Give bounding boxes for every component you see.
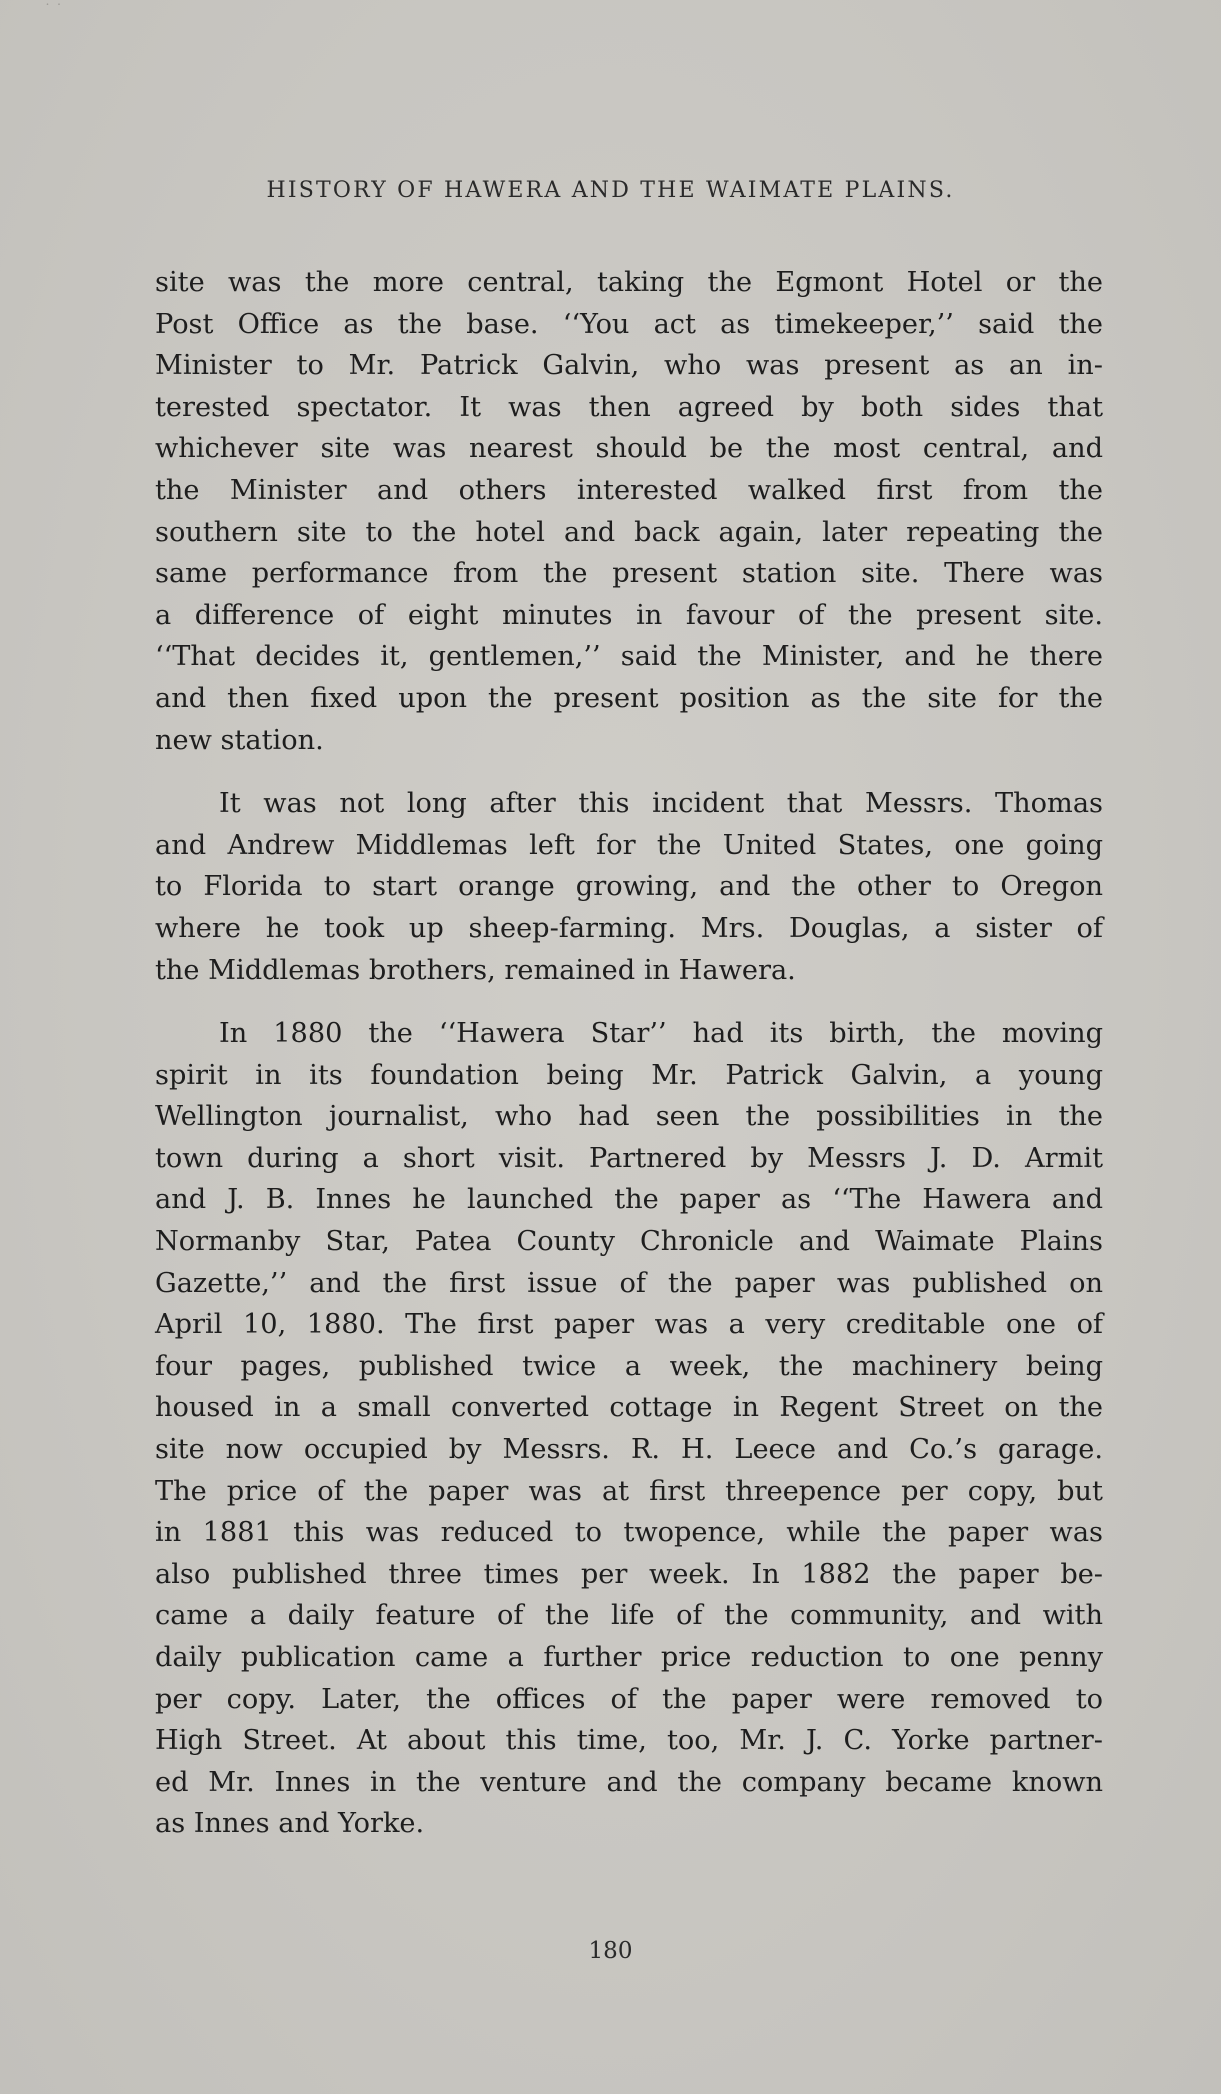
text-line: new station. — [155, 724, 324, 756]
text-line: the Minister and others interested walked first from the — [155, 474, 1103, 506]
text-line: housed in a small converted cottage in Regent Street on the — [155, 1392, 1103, 1424]
text-line: and Andrew Middlemas left for the United States, one going — [155, 829, 1103, 861]
text-line: the Middlemas brothers, remained in Hawera. — [155, 954, 796, 986]
text-line: and J. B. Innes he launched the paper as ‘‘The Hawera and — [155, 1184, 1103, 1216]
text-line: and then fixed upon the present position as the site for the — [155, 682, 1103, 714]
text-line: The price of the paper was at first threepence per copy, but — [155, 1475, 1103, 1507]
text-line: town during a short visit. Partnered by Messrs J. D. Armit — [155, 1142, 1103, 1174]
page-number: 180 — [588, 1938, 633, 1964]
running-head: HISTORY OF HAWERA AND THE WAIMATE PLAINS. — [266, 178, 955, 203]
text-line: southern site to the hotel and back again, later repeating the — [155, 516, 1103, 548]
corner-mark: ˙ ˙ — [44, 2, 63, 18]
text-line: as Innes and Yorke. — [155, 1808, 425, 1840]
text-line: a difference of eight minutes in favour of the present site. — [155, 599, 1103, 631]
text-line: ed Mr. Innes in the venture and the company became known — [155, 1766, 1103, 1798]
text-line: spirit in its foundation being Mr. Patrick Galvin, a young — [155, 1059, 1103, 1091]
body-text — [155, 262, 1103, 1867]
paragraph-2 — [155, 783, 1103, 991]
text-line: came a daily feature of the life of the community, and with — [155, 1600, 1103, 1632]
text-line: site was the more central, taking the Egmont Hotel or the — [155, 267, 1103, 298]
text-line: Wellington journalist, who had seen the possibilities in the — [155, 1101, 1103, 1133]
text-line: Gazette,’’ and the first issue of the paper was published on — [155, 1267, 1103, 1299]
text-line: ‘‘That decides it, gentlemen,’’ said the Minister, and he there — [155, 641, 1103, 673]
text-line: daily publication came a further price reduction to one penny — [155, 1642, 1103, 1673]
text-line: It was not long after this incident that Messrs. Thomas — [219, 788, 1103, 820]
text-line: Normanby Star, Patea County Chronicle and Waimate Plains — [155, 1226, 1103, 1258]
paragraph-1 — [155, 262, 1103, 761]
paragraph-3 — [155, 1013, 1103, 1845]
text-line: High Street. At about this time, too, Mr. J. C. Yorke partner- — [155, 1725, 1103, 1757]
text-line: four pages, published twice a week, the machinery being — [155, 1350, 1103, 1382]
text-line: Post Office as the base. ‘‘You act as timekeeper,’’ said the — [155, 308, 1103, 340]
text-line: in 1881 this was reduced to twopence, while the paper was — [155, 1517, 1103, 1549]
text-line: Minister to Mr. Patrick Galvin, who was present as an in- — [155, 350, 1103, 382]
text-line: also published three times per week. In 1882 the paper be- — [155, 1558, 1103, 1590]
text-line: per copy. Later, the offices of the paper were removed to — [155, 1683, 1103, 1715]
text-line: same performance from the present station site. There was — [155, 558, 1103, 590]
text-line: terested spectator. It was then agreed by both sides that — [155, 391, 1103, 423]
text-line: whichever site was nearest should be the most central, and — [155, 433, 1103, 465]
text-line: where he took up sheep-farming. Mrs. Douglas, a sister of — [155, 912, 1103, 944]
text-line: to Florida to start orange growing, and the other to Oregon — [155, 871, 1103, 903]
text-line: In 1880 the ‘‘Hawera Star’’ had its birth, the moving — [219, 1018, 1103, 1050]
text-line: April 10, 1880. The first paper was a very creditable one of — [155, 1309, 1103, 1341]
text-line: site now occupied by Messrs. R. H. Leece and Co.’s garage. — [155, 1434, 1103, 1466]
